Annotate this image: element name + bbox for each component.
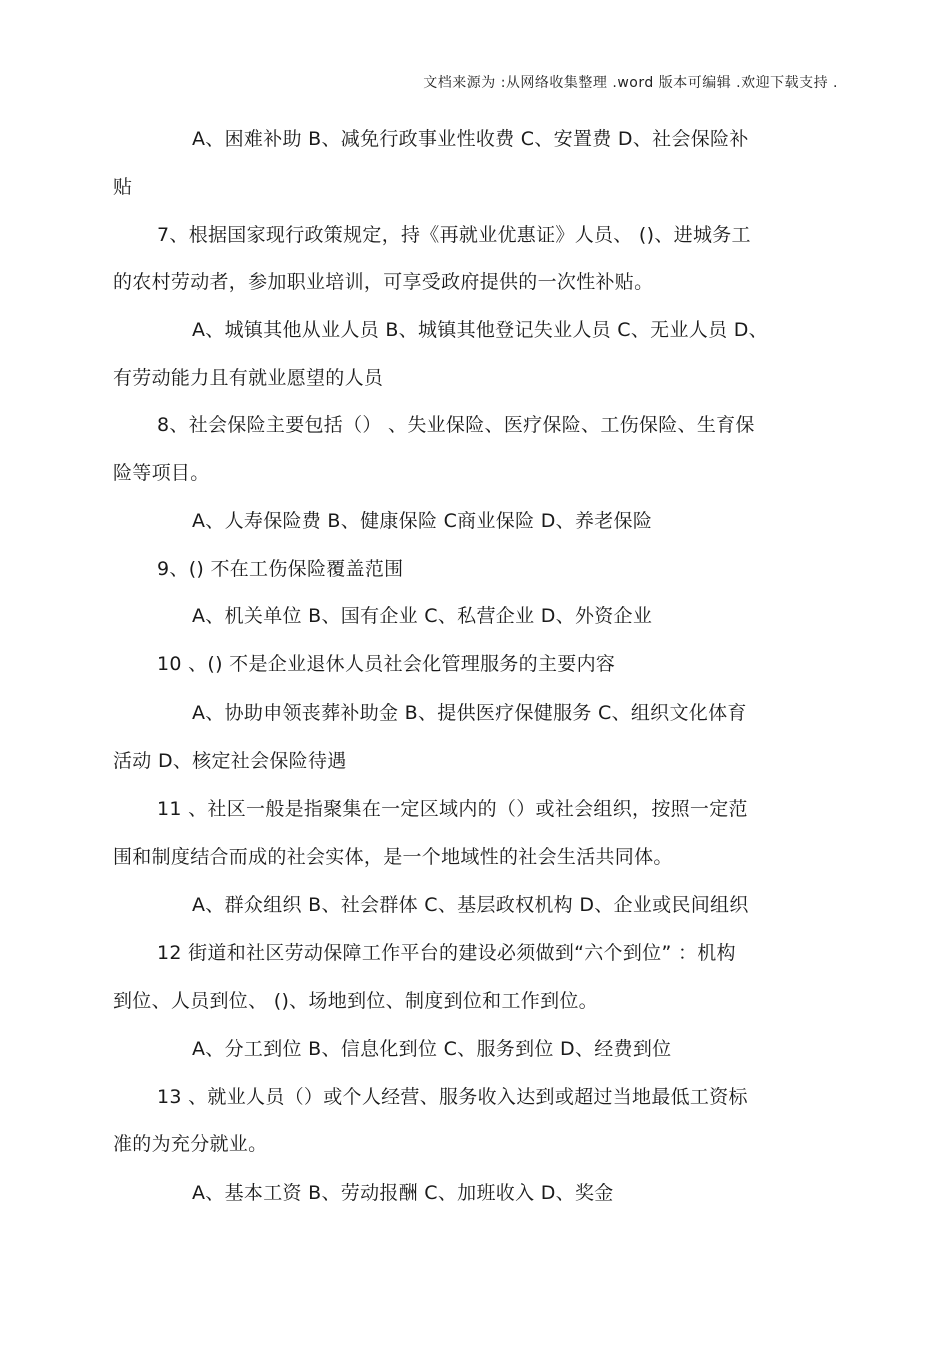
q8-options: A、人寿保险费 B、健康保险 C商业保险 D、养老保险 (192, 510, 653, 532)
q6-options-line-1: A、困难补助 B、减免行政事业性收费 C、安置费 D、社会保险补 (192, 128, 749, 150)
q11-options: A、群众组织 B、社会群体 C、基层政权机构 D、企业或民间组织 (192, 894, 749, 916)
q10-options-line-1: A、协助申领丧葬补助金 B、提供医疗保健服务 C、组织文化体育 (192, 702, 747, 724)
q6-options-line-2: 贴 (113, 176, 133, 198)
q11-text-line-2: 围和制度结合而成的社会实体，是一个地域性的社会生活共同体。 (113, 846, 673, 868)
q12-text-line-2: 到位、人员到位、 ()、场地到位、制度到位和工作到位。 (113, 990, 598, 1012)
q13-text-line-2: 准的为充分就业。 (113, 1133, 268, 1155)
q8-text-line-2: 险等项目。 (113, 462, 210, 484)
q7-options-line-1: A、城镇其他从业人员 B、城镇其他登记失业人员 C、无业人员 D、 (192, 319, 768, 341)
q10-options-line-2: 活动 D、核定社会保险待遇 (113, 750, 347, 772)
q7-options-line-2: 有劳动能力且有就业愿望的人员 (113, 367, 384, 389)
q9-text: 9、() 不在工伤保险覆盖范围 (157, 558, 404, 580)
page-header: 文档来源为 :从网络收集整理 .word 版本可编辑 .欢迎下载支持 . (423, 75, 838, 91)
q8-text-line-1: 8、社会保险主要包括（） 、失业保险、医疗保险、工伤保险、生育保 (157, 414, 755, 436)
q9-options: A、机关单位 B、国有企业 C、私营企业 D、外资企业 (192, 605, 653, 627)
q11-text-line-1: 11 、社区一般是指聚集在一定区域内的（）或社会组织，按照一定范 (157, 798, 748, 820)
q12-text-line-1: 12 街道和社区劳动保障工作平台的建设必须做到“六个到位” ：机构 (157, 942, 736, 964)
q12-options: A、分工到位 B、信息化到位 C、服务到位 D、经费到位 (192, 1038, 672, 1060)
q7-text-line-2: 的农村劳动者，参加职业培训，可享受政府提供的一次性补贴。 (113, 271, 654, 293)
q13-text-line-1: 13 、就业人员（）或个人经营、服务收入达到或超过当地最低工资标 (157, 1086, 748, 1108)
q10-text: 10 、() 不是企业退休人员社会化管理服务的主要内容 (157, 653, 616, 675)
q7-text-line-1: 7、根据国家现行政策规定，持《再就业优惠证》人员、 ()、进城务工 (157, 224, 751, 246)
q13-options: A、基本工资 B、劳动报酬 C、加班收入 D、奖金 (192, 1182, 614, 1204)
